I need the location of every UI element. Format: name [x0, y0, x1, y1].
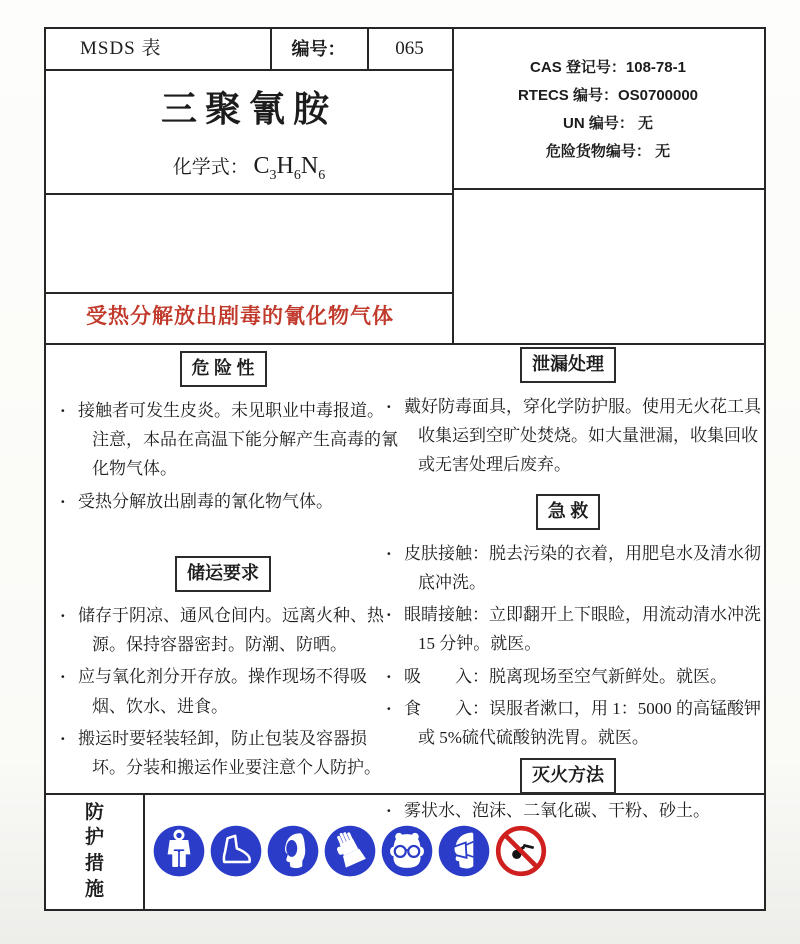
first-aid-list: [374, 539, 762, 753]
registry-block: [452, 29, 764, 188]
list-item: · 受热分解放出剧毒的氰化物气体。: [48, 487, 398, 516]
warning-text: 受热分解放出剧毒的氰化物气体: [86, 305, 394, 328]
protection-icons-row: [143, 793, 764, 909]
list-item: · 皮肤接触：脱去污染的衣着，用肥皂水及清水彻底冲洗。: [374, 539, 762, 597]
empty-cell-right: [452, 190, 764, 343]
number-label: 编号：: [291, 39, 346, 59]
section-title-hazard: 危 险 性: [180, 351, 267, 387]
list-item: · 吸 入：脱离现场至空气新鲜处。就医。: [374, 662, 762, 691]
list-item: · 储存于阴凉、通风仓间内。远离火种、热源。保持容器密封。防潮、防晒。: [48, 601, 398, 659]
number-value: 065: [395, 38, 424, 59]
storage-list: [48, 601, 398, 782]
list-item: · 应与氧化剂分开存放。操作现场不得吸烟、饮水、进食。: [48, 662, 398, 720]
section-title-leak: 泄漏处理: [520, 347, 616, 383]
leak-list: [374, 392, 762, 480]
cas-number-line: CAS 登记号：108-78-1: [530, 59, 686, 76]
msds-sheet: [44, 27, 766, 911]
sheet-title: MSDS 表: [80, 38, 162, 59]
protective-goggles-icon: [380, 824, 434, 878]
hazard-list: [48, 396, 398, 516]
no-smoking-eating-icon: [494, 824, 548, 878]
list-item: · 食 入：误服者漱口，用 1：5000 的高锰酸钾或 5%硫代硫酸钠洗胃。就医。: [374, 694, 762, 752]
chemical-cell: [46, 69, 452, 193]
dg-number-line: 危险货物编号： 无: [545, 143, 671, 160]
formula-label: 化学式：: [172, 157, 249, 178]
list-item: · 眼睛接触：立即翻开上下眼睑，用流动清水冲洗 15 分钟。就医。: [374, 600, 762, 658]
section-title-fire: 灭火方法: [520, 758, 616, 794]
rtecs-number-line: RTECS 编号：OS0700000: [517, 87, 699, 104]
main-body: [46, 343, 764, 821]
left-column: [48, 351, 398, 785]
protective-gloves-icon: [323, 824, 377, 878]
un-number-line: UN 编号： 无: [562, 115, 653, 132]
list-item: · 戴好防毒面具，穿化学防护服。使用无火花工具收集运到空旷处焚烧。如大量泄漏，收集回收或无害处理后废弃。: [374, 392, 762, 480]
right-column: [374, 347, 762, 828]
protective-suit-icon: [152, 824, 206, 878]
protection-label-cell: [46, 793, 143, 909]
chemical-formula: $C_3H_6N_6$: [253, 153, 326, 183]
protective-hood-icon: [266, 824, 320, 878]
section-title-storage: 储运要求: [175, 556, 271, 592]
empty-cell-left: [46, 195, 452, 292]
chemical-name: 三聚氰胺: [160, 88, 337, 129]
chemical-formula-line: [46, 152, 452, 184]
list-item: · 接触者可发生皮炎。未见职业中毒报道。注意，本品在高温下能分解产生高毒的氰化物气体。: [48, 396, 398, 484]
list-item: · 搬运时要轻装轻卸，防止包装及容器损坏。分装和搬运作业要注意个人防护。: [48, 724, 398, 782]
list-item: · 雾状水、泡沫、二氧化碳、干粉、砂土。: [374, 796, 762, 825]
protective-boots-icon: [209, 824, 263, 878]
section-title-first-aid: 急 救: [536, 494, 601, 530]
respirator-mask-icon: [437, 824, 491, 878]
protection-label: 防护措施: [84, 801, 104, 900]
